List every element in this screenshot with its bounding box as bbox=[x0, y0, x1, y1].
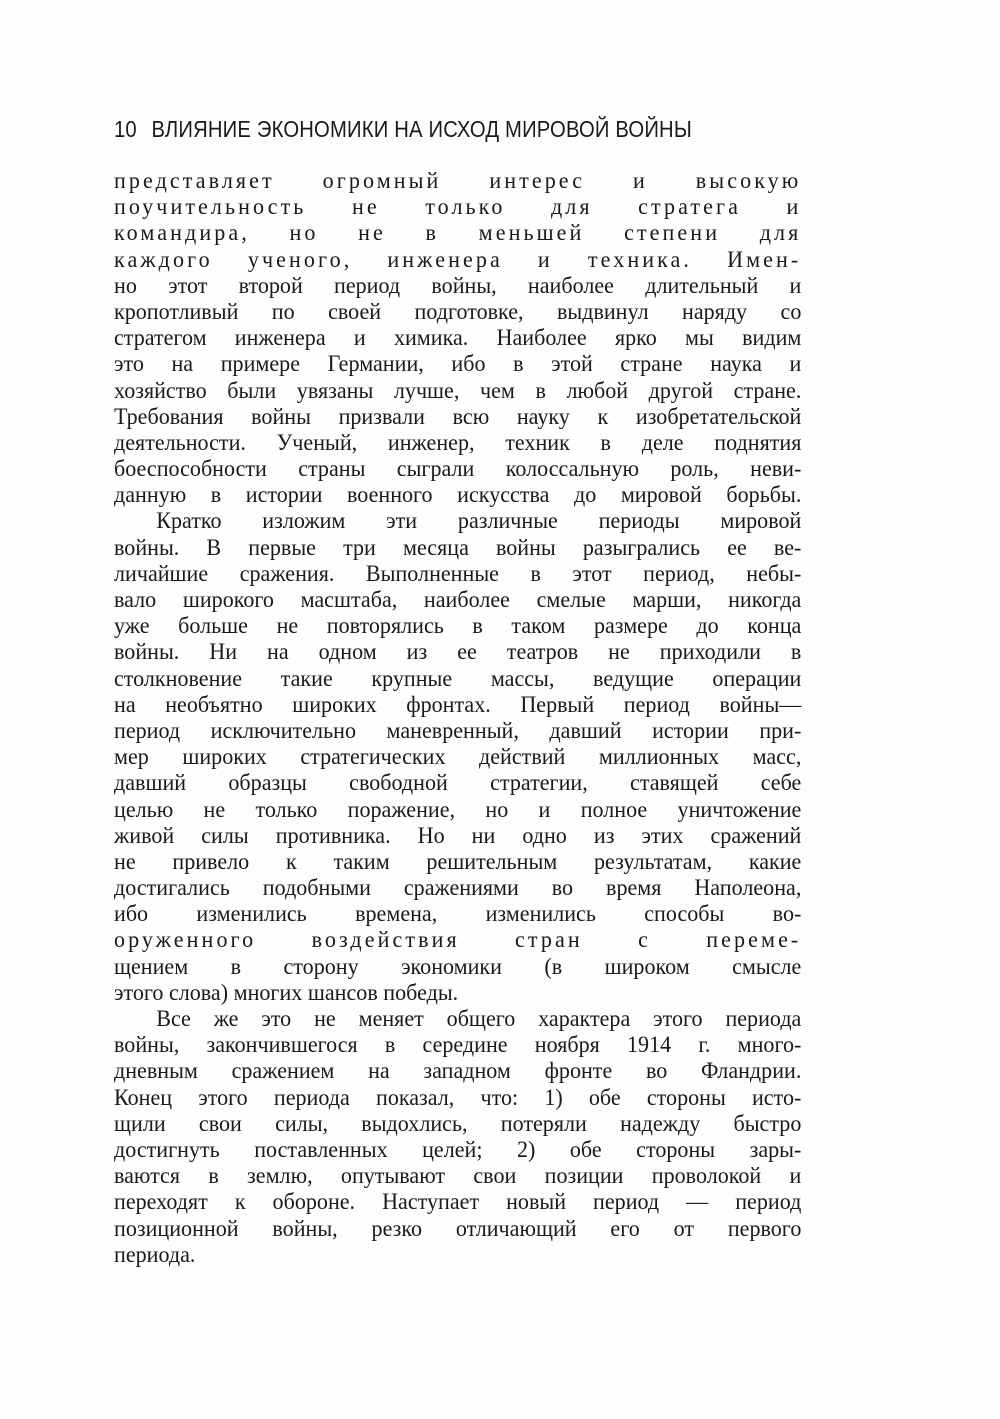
running-title: ВЛИЯНИЕ ЭКОНОМИКИ НА ИСХОД МИРОВОЙ ВОЙНЫ bbox=[151, 116, 692, 142]
page-number: 10 bbox=[114, 116, 137, 142]
text-line: на необъятно широких фронтах. Первый период войны— bbox=[114, 691, 802, 717]
running-header bbox=[114, 116, 730, 143]
text-line: щением в сторону экономики (в широком смысле bbox=[114, 953, 802, 979]
text-line: мер широких стратегических действий миллионных масс, bbox=[114, 744, 802, 770]
body-text bbox=[114, 168, 802, 1268]
text-line: представляет огромный интерес и высокую bbox=[114, 168, 802, 193]
text-line: Требования войны призвали всю науку к изобретательской bbox=[114, 403, 802, 429]
text-line: ибо изменились времена, изменились способы во- bbox=[114, 901, 802, 927]
text-line: Конец этого периода показал, что: 1) обе стороны исто- bbox=[114, 1084, 802, 1110]
text-line: но этот второй период войны, наиболее длительный и bbox=[114, 272, 802, 298]
text-line: достигнуть поставленных целей; 2) обе стороны зары- bbox=[114, 1136, 802, 1162]
text-line: не привело к таким решительным результатам, какие bbox=[114, 848, 802, 874]
text-line: войны, закончившегося в середине ноября 1914 г. много- bbox=[114, 1032, 802, 1058]
text-line: этого слова) многих шансов победы. bbox=[114, 979, 459, 1005]
text-line: кропотливый по своей подготовке, выдвинул наряду со bbox=[114, 298, 802, 324]
text-line: достигались подобными сражениями во время Наполеона, bbox=[114, 875, 802, 901]
text-line: хозяйство были увязаны лучше, чем в любой другой стране. bbox=[114, 377, 802, 403]
text-line: позиционной войны, резко отличающий его от первого bbox=[114, 1215, 802, 1241]
text-line: Все же это не меняет общего характера этого периода bbox=[156, 1006, 802, 1031]
paragraph-3 bbox=[114, 1006, 802, 1268]
text-line: войны. Ни на одном из ее театров не приходили в bbox=[114, 639, 802, 665]
text-line: оруженного воздействия стран с переме- bbox=[114, 927, 802, 953]
paragraph-1 bbox=[114, 168, 802, 508]
text-line: поучительность не только для стратега и bbox=[114, 194, 802, 220]
text-line: период исключительно маневренный, давший истории при- bbox=[114, 717, 802, 743]
text-line: это на примере Германии, ибо в этой стране наука и bbox=[114, 351, 802, 377]
text-line: живой силы противника. Но ни одно из этих сражений bbox=[114, 822, 802, 848]
text-line: Кратко изложим эти различные периоды мировой bbox=[156, 508, 802, 534]
text-line: целью не только поражение, но и полное уничтожение bbox=[114, 796, 802, 822]
paragraph-2 bbox=[114, 508, 802, 1006]
text-line: щили свои силы, выдохлись, потеряли надежду быстро bbox=[114, 1110, 802, 1136]
text-line: войны. В первые три месяца войны разыгрались ее ве- bbox=[114, 534, 802, 560]
text-line: данную в истории военного искусства до мировой борьбы. bbox=[114, 482, 802, 508]
text-line: дневным сражением на западном фронте во Фландрии. bbox=[114, 1058, 802, 1084]
text-line: деятельности. Ученый, инженер, техник в деле поднятия bbox=[114, 429, 802, 455]
text-line: стратегом инженера и химика. Наиболее ярко мы видим bbox=[114, 325, 802, 351]
text-line: переходят к обороне. Наступает новый период — период bbox=[114, 1189, 802, 1215]
text-line: личайшие сражения. Выполненные в этот период, небы- bbox=[114, 560, 802, 586]
text-line: вало широкого масштаба, наиболее смелые марши, никогда bbox=[114, 587, 802, 612]
text-line: командира, но не в меньшей степени для bbox=[114, 220, 802, 246]
text-line: боеспособности страны сыграли колоссальную роль, неви- bbox=[114, 456, 802, 482]
text-line: столкновение такие крупные массы, ведущие операции bbox=[114, 665, 802, 691]
text-line: уже больше не повторялись в таком размере до конца bbox=[114, 613, 802, 639]
text-line: ваются в землю, опутывают свои позиции проволокой и bbox=[114, 1163, 802, 1189]
text-line: давший образцы свободной стратегии, ставящей себе bbox=[114, 770, 802, 796]
text-line: каждого ученого, инженера и техника. Имен- bbox=[114, 246, 802, 272]
text-line: периода. bbox=[114, 1241, 196, 1267]
